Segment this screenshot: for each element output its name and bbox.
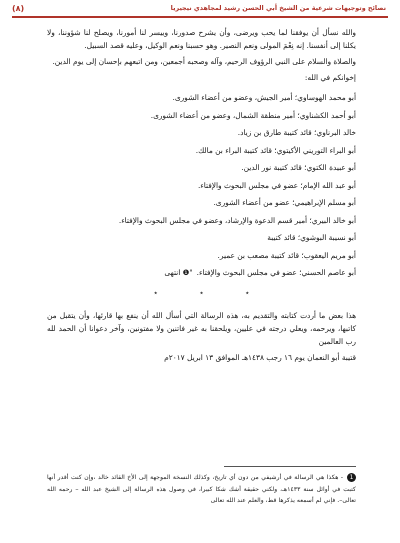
list-item: أبو محمد الهوساوي؛ أمير الجيش، وعضو من أعضاء الشورى.: [172, 93, 356, 102]
page-number: (٨): [12, 3, 25, 13]
list-item: [47, 266, 356, 279]
separator-star: ٭: [199, 289, 204, 297]
page-header: [0, 0, 400, 16]
separator-star: ٭: [245, 289, 250, 297]
footnote-marker: 1: [347, 473, 356, 482]
footnote: [47, 472, 356, 507]
list-item: أبو مريم اليعقوب؛ قائد كتيبة مصعب بن عمير.: [217, 250, 356, 260]
header-title: نصائح وتوجيهات شرعية من الشيخ أبي الحسن رشيد لمجاهدي نيجيريا: [170, 4, 386, 12]
list-item: أبو نسيبة البوشوي؛ قائد كتيبة: [267, 233, 356, 242]
intro-paragraph: والصلاة والسلام على النبي الرؤوف الرحيم، وآله وصحبه أجمعين، ومن اتبعهم بإحسان إلى يوم الدين.: [52, 57, 356, 66]
section-separator: [47, 287, 356, 300]
list-item: أبو عبد الله الإمام؛ عضو في مجلس البحوث والإفتاء.: [197, 180, 356, 190]
body-text: [47, 26, 356, 367]
closing-paragraph: هذا بعض ما أردت كتابته والتقديم به، هذه الرسالة التي أسأل الله أن ينفع بها قارئها، وأن يتقبل من كاتبها، ويرحمه، ويعلي درجته في عليين، ويلحقنا به غير فاتنين ولا مفتونين، وآخر دعوانا أن الحمد لله رب العالمين: [47, 311, 356, 346]
header-rule: [12, 16, 388, 18]
intro-paragraph: والله نسأل أن يوفقنا لما يحب ويرضى، وأن يشرح صدورنا، وييسر لنا أمورنا، ويصلح لنا شؤوننا، ولا يكلنا إلى أنفسنا. إنه نِعْمَ المولى ونعم النصير. وهو حسبنا ونعم الوكيل، وعليه قصد السبيل.: [47, 28, 356, 50]
footnote-rule: [224, 466, 356, 467]
list-item: خالد البرناوي؛ قائد كتيبة طارق بن زياد.: [237, 128, 356, 137]
list-item: أبو مسلم الإبراهيمي؛ عضو من أعضاء الشورى.: [213, 198, 356, 207]
salutation: إخوانكم في الله:: [304, 73, 356, 82]
closing-marker: "❶ انتهى: [164, 268, 193, 277]
list-item: أبو أحمد الكشناوي؛ أمير منطقة الشمال، وعضو من أعضاء الشورى.: [150, 110, 356, 120]
list-item: أبو عبيدة الكتوي؛ قائد كتيبة نور الدين.: [241, 163, 356, 172]
footnote-text: - هكذا هي الرسالة في أرشيفي من دون أي تاريخ، وكذلك النسخة الموجهة إلى الأخ القائد خالد ،وإن كنت أقدر أنها كتبت في أوائل سنة ١٤٣٣هـ، ولكني حقيقة أشك شكا كبيرا، في وصول هذه الرسالة إلى الشيخ عبد الله – رحمه الله تعالى–. فإني لم أسمعه يذكرها قط، والعلم عند الله تعالى: [47, 474, 356, 504]
list-item: أبو خالد البيري؛ أمير قسم الدعوة والإرشاد، وعضو في مجلس البحوث والإفتاء.: [118, 215, 356, 225]
signature-line: قتيبة أبو النعمان يوم ١٦ رجب ١٤٣٨هـ الموافق ١٣ ابريل ٢٠١٧م: [164, 353, 356, 362]
list-item-text: أبو عاصم الحسني؛ عضو في مجلس البحوث والإفتاء.: [196, 268, 356, 277]
signatories-list: [47, 91, 356, 279]
list-item: أبو البراء التوريني الأكيتوي؛ قائد كتيبة البراء بن مالك.: [195, 145, 356, 155]
separator-star: ٭: [153, 289, 158, 297]
